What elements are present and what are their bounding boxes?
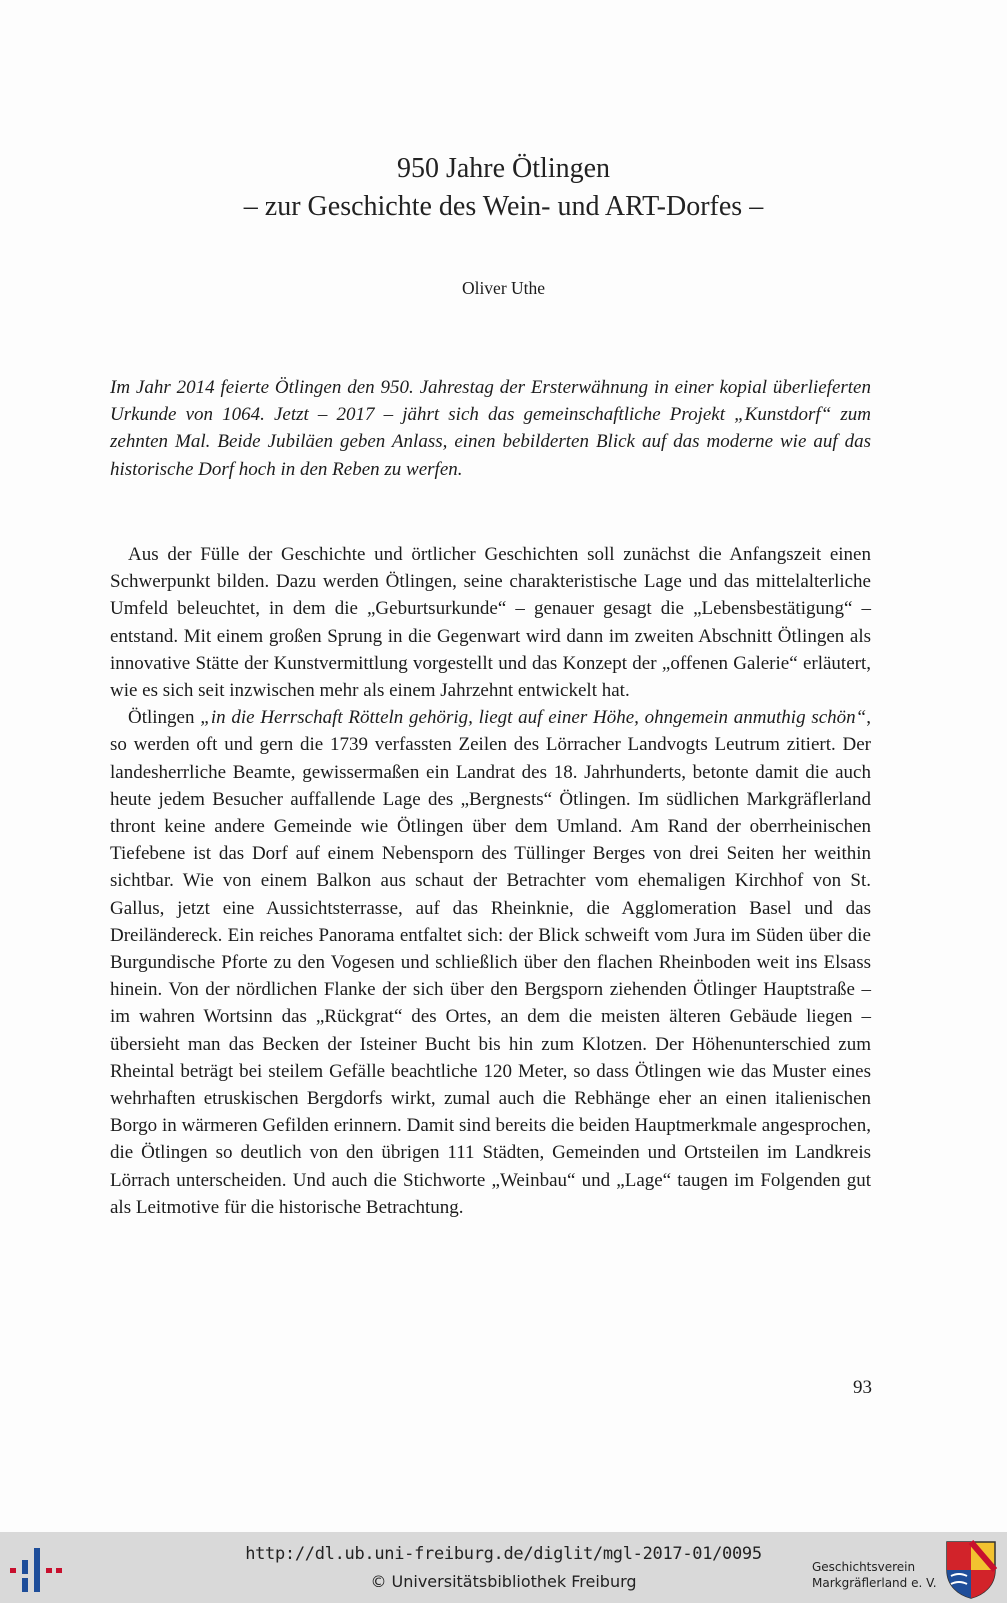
abstract-text: Im Jahr 2014 feierte Ötlingen den 950. Jahrestag der Ersterwähnung in einer kopial überlieferten Urkunde von 1064. Jetzt – 2017 – jährt sich das gemeinschaftliche Projekt „Kunstdorf“ zum zehnten Mal. Beide Jubiläen geben Anlass, einen bebilderten Blick auf das moderne wie auf das historische Dorf hoch in den Reben zu werfen. bbox=[110, 377, 871, 480]
paragraph-2-rest: , so werden oft und gern die 1739 verfassten Zeilen des Lörracher Landvogts Leutrum zitiert. Der landesherrliche Beamte, gewissermaßen ein Landrat des 18. Jahrhunderts, betonte damit die auch heute jedem Besucher auffallende Lage des „Bergnests“ Ötlingen. Im südlichen Markgräflerland thront keine andere Gemeinde wie Ötlingen über dem Umland. Am Rand der oberrheinischen Tiefebene ist das Dorf auf einem Nebensporn des Tüllinger Berges von drei Seiten her weithin sichtbar. Wie von einem Balkon aus schaut der Betrachter vom ehemaligen Kirchhof von St. Gallus, jetzt eine Aussichtsterrasse, auf das Rheinknie, die Agglomeration Basel und das Dreiländereck. Ein reiches Panorama entfaltet sich: der Blick schweift vom Jura im Süden über die Burgundische Pforte zu den Vogesen und schließlich über den flachen Rheinboden weit ins Elsass hinein. Von der nördlichen Flanke der sich über den Bergsporn ziehenden Ötlinger Hauptstraße – im wahren Wortsinn das „Rückgrat“ des Ortes, an dem die meisten älteren Gebäude liegen – übersieht man das Becken der Isteiner Bucht bis hin zum Klotzen. Der Höhenunterschied zum Rheintal beträgt bei steilem Gefälle beachtliche 120 Meter, so dass Ötlingen wie das Muster eines wehrhaften etruskischen Bergdorfs wirkt, zumal auch die Rebhänge eher an einen italienischen Borgo in wärmeren Gefilden erinnern. Damit sind bereits die beiden Hauptmerkmale angesprochen, die Ötlingen so deutlich von den übrigen 111 Städten, Gemeinden und Ortsteilen im Landkreis Lörrach unterscheiden. Und auch die Stichworte „Weinbau“ und „Lage“ taugen im Folgenden gut als Leitmotive für die historische Betrachtung. bbox=[110, 707, 871, 1218]
society-name bbox=[812, 1559, 937, 1591]
coat-of-arms-icon bbox=[945, 1540, 997, 1600]
article-title: 950 Jahre Ötlingen bbox=[396, 153, 611, 184]
abstract bbox=[110, 374, 871, 483]
body-text bbox=[110, 541, 871, 1221]
page-number: 93 bbox=[853, 1377, 872, 1398]
article-subtitle: – zur Geschichte des Wein- und ART-Dorfes – bbox=[243, 191, 764, 222]
title-block bbox=[0, 150, 1007, 226]
society-name-line1: Geschichtsverein bbox=[812, 1560, 916, 1574]
paragraph-2-start: Ötlingen bbox=[128, 707, 201, 729]
source-url-link[interactable]: http://dl.ub.uni-freiburg.de/diglit/mgl-2017-01/0095 bbox=[245, 1544, 762, 1564]
copyright-text: © Universitätsbibliothek Freiburg bbox=[370, 1572, 637, 1591]
author-name: Oliver Uthe bbox=[461, 278, 546, 298]
paragraph-2-quote: „in die Herrschaft Rötteln gehörig, liegt auf einer Höhe, ohngemein anmuthig schön“ bbox=[200, 707, 867, 729]
footer-bar bbox=[0, 1532, 1007, 1603]
society-name-line2: Markgräflerland e. V. bbox=[812, 1576, 937, 1590]
paragraph-2 bbox=[110, 704, 871, 1221]
paragraph-1: Aus der Fülle der Geschichte und örtlicher Geschichten soll zunächst die Anfangszeit einen Schwerpunkt bilden. Dazu werden Ötlingen, seine charakteristische Lage und das mittelalterliche Umfeld beleuchtet, in dem die „Geburtsurkunde“ – genauer gesagt die „Lebensbestätigung“ – entstand. Mit einem großen Sprung in die Gegenwart wird dann im zweiten Abschnitt Ötlingen als innovative Stätte der Kunstvermittlung vorgestellt und das Konzept der „offenen Galerie“ erläutert, wie es sich seit inzwischen mehr als einem Jahrzehnt entwickelt hat. bbox=[110, 544, 871, 702]
